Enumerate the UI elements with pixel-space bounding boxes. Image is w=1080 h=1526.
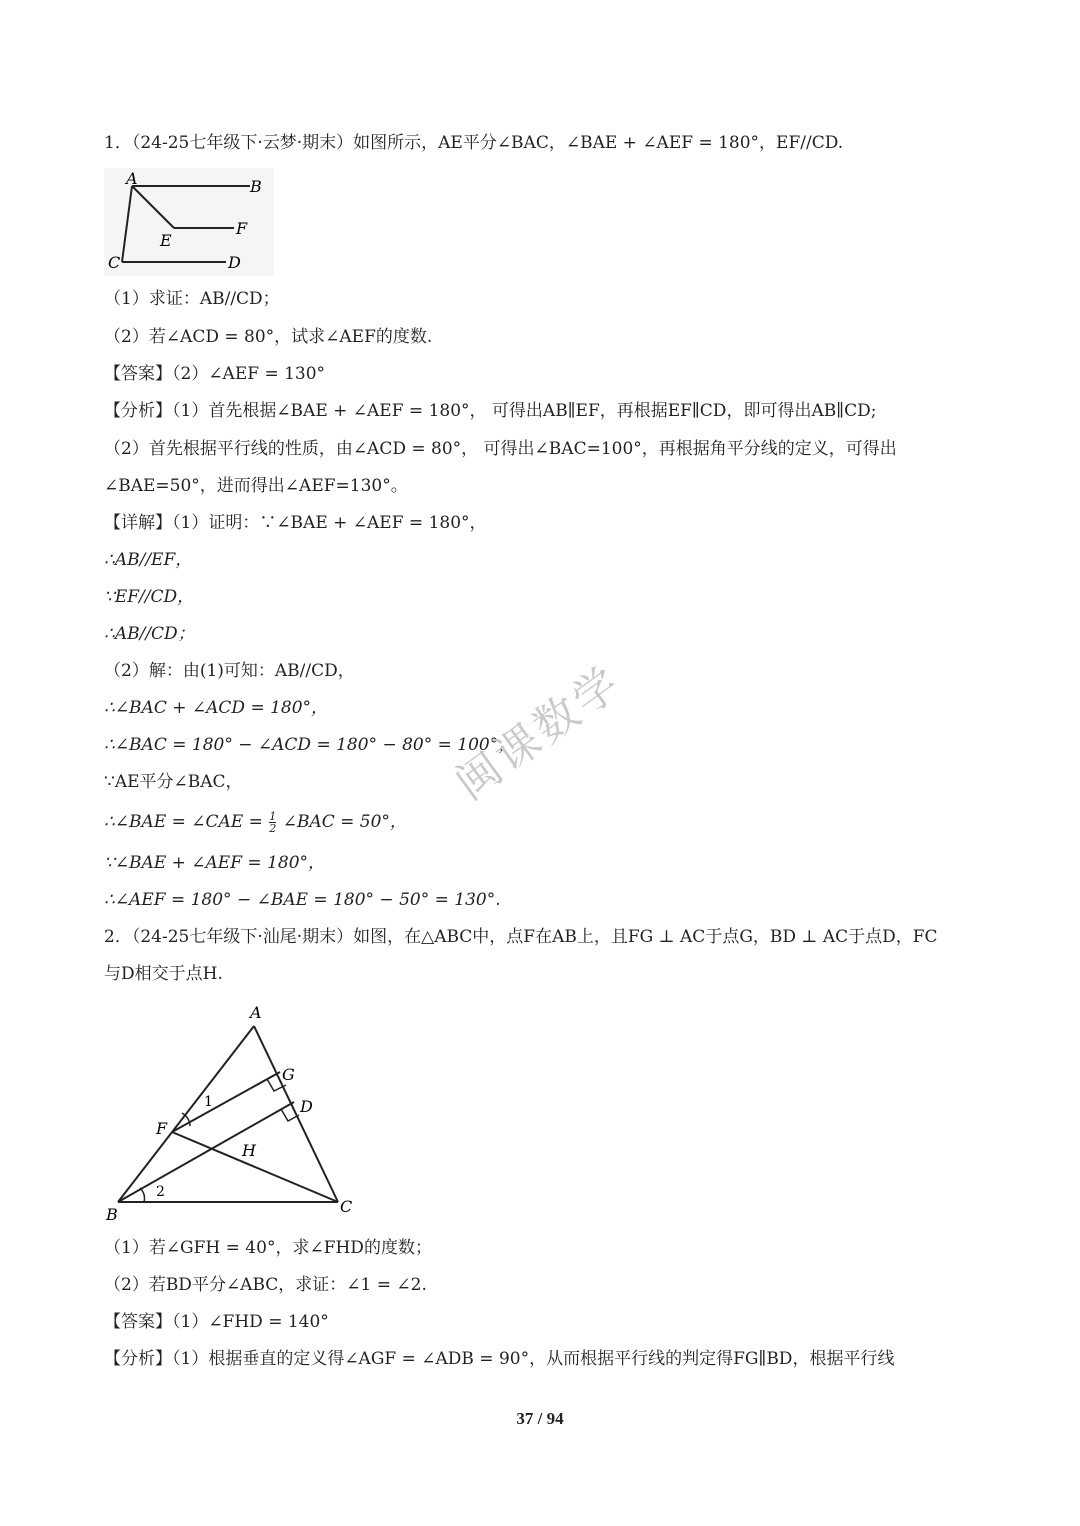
problem1-header: 1．（24-25七年级下·云梦·期末）如图所示，AE平分∠BAC，∠BAE + ∠AEF = 180°，EF//CD. <box>104 133 844 153</box>
problem1-question2: （2）若∠ACD = 80°，试求∠AEF的度数. <box>104 327 433 347</box>
fig1-label-b: B <box>250 177 262 196</box>
fig2-label-h: H <box>242 1141 256 1160</box>
fig2-label-f: F <box>156 1119 168 1138</box>
problem2-header-line1: 2．（24-25七年级下·汕尾·期末）如图，在△ABC中，点F在AB上，且FG ⊥ AC于点G，BD ⊥ AC于点D，FC <box>104 927 938 947</box>
problem1-detail-line7: ∵AE平分∠BAC， <box>104 772 243 792</box>
problem1-analysis-line2: （2）首先根据平行线的性质，由∠ACD = 80°， 可得出∠BAC=100°，再根据角平分线的定义，可得出 <box>104 439 897 459</box>
problem1-analysis-line1: 【分析】（1）首先根据∠BAE + ∠AEF = 180°， 可得出AB∥EF，再根据EF∥CD，即可得出AB∥CD; <box>104 401 877 421</box>
fig2-label-b: B <box>106 1205 118 1224</box>
page-number: 37 / 94 <box>516 1409 564 1428</box>
fig2-label-c: C <box>340 1197 353 1216</box>
fig1-label-a: A <box>126 169 138 188</box>
fig1-label-d: D <box>228 253 241 272</box>
watermark: 闽课数学 <box>446 656 632 811</box>
problem2-answer: 【答案】（1）∠FHD = 140° <box>104 1312 329 1332</box>
problem2-header-line2: 与D相交于点H. <box>104 964 223 984</box>
fraction-one-half <box>269 811 276 834</box>
problem2-question2: （2）若BD平分∠ABC，求证：∠1 = ∠2. <box>104 1275 427 1295</box>
fig2-angle-1-label: 1 <box>204 1094 213 1110</box>
fraction-numerator: 1 <box>269 810 277 823</box>
fig2-label-d: D <box>300 1097 313 1116</box>
detail8-suffix: ∠BAC = 50°， <box>282 812 407 832</box>
problem1-detail-line5: ∴∠BAC + ∠ACD = 180°， <box>104 698 329 718</box>
problem1-answer: 【答案】（2）∠AEF = 130° <box>104 364 326 384</box>
problem1-detail-line10: ∴∠AEF = 180° − ∠BAE = 180° − 50° = 130°. <box>104 890 501 910</box>
problem1-detail-line2: ∵EF//CD， <box>104 587 195 607</box>
problem2-analysis-line1: 【分析】（1）根据垂直的定义得∠AGF = ∠ADB = 90°，从而根据平行线的判定得FG∥BD，根据平行线 <box>104 1349 895 1369</box>
problem1-question1: （1）求证：AB//CD； <box>104 289 280 309</box>
problem1-detail-line3: ∴AB//CD； <box>104 624 195 644</box>
problem1-detail-line4: （2）解：由(1)可知：AB//CD， <box>104 661 355 681</box>
fig2-label-g: G <box>282 1065 295 1084</box>
problem2-figure <box>100 998 370 1224</box>
fig2-label-a: A <box>250 1003 262 1022</box>
problem1-detail-title: 【详解】（1）证明：∵∠BAE + ∠AEF = 180°， <box>104 513 487 533</box>
fig1-label-f: F <box>236 219 248 238</box>
problem1-detail-line8 <box>104 810 407 834</box>
fig1-label-c: C <box>108 253 121 272</box>
problem1-detail-line6: ∴∠BAC = 180° − ∠ACD = 180° − 80° = 100°， <box>104 735 516 755</box>
fraction-denominator: 2 <box>269 822 277 835</box>
detail8-prefix: ∴∠BAE = ∠CAE = <box>104 812 263 832</box>
problem2-question1: （1）若∠GFH = 40°，求∠FHD的度数； <box>104 1238 432 1258</box>
problem1-analysis-line3: ∠BAE=50°，进而得出∠AEF=130°。 <box>104 476 408 496</box>
problem1-detail-line9: ∵∠BAE + ∠AEF = 180°， <box>104 853 326 873</box>
fig2-angle-2-label: 2 <box>156 1184 165 1200</box>
fig1-label-e: E <box>160 231 172 250</box>
problem1-figure <box>104 168 274 276</box>
problem1-detail-line1: ∴AB//EF， <box>104 550 193 570</box>
